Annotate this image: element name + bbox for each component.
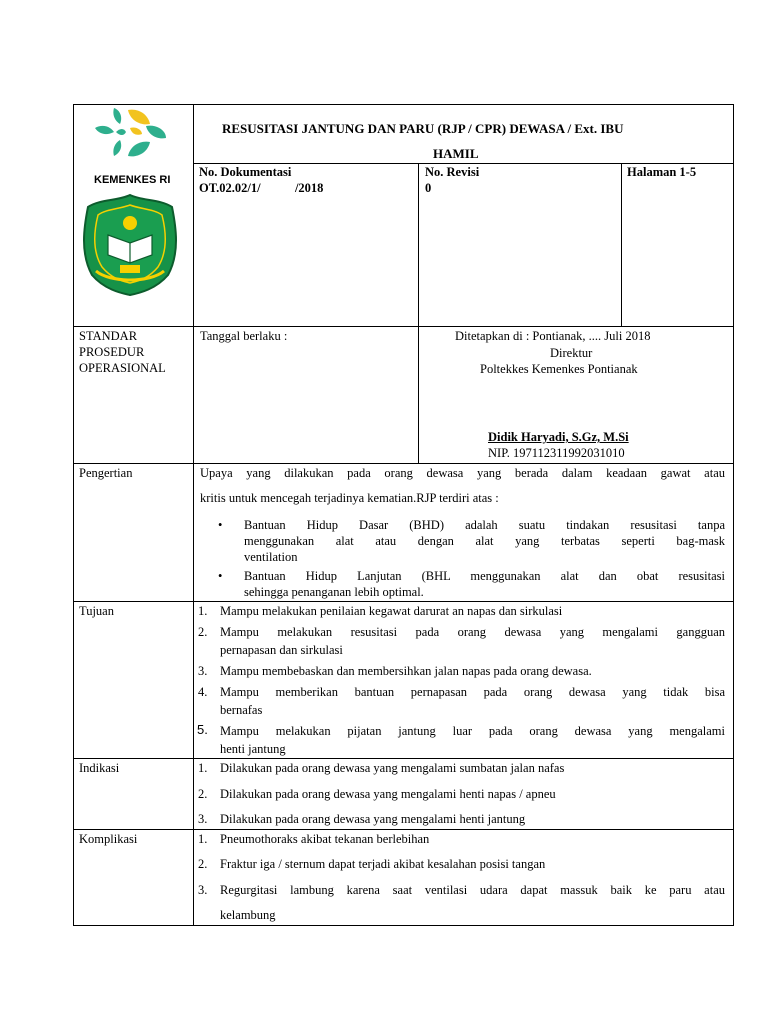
sop-label-line2: PROSEDUR (79, 345, 145, 359)
bhl-line2: sehingga penanganan lebih optimal. (244, 585, 424, 599)
revision-label: No. Revisi (425, 165, 480, 179)
pengertian-intro-line1: Upaya yang dilakukan pada orang dewasa yang berada dalam keadaan gawat atau (200, 466, 725, 480)
list-number: 2. (198, 787, 208, 801)
bhl-line1: Bantuan Hidup Lanjutan (BHL menggunakan alat dan obat resusitasi (244, 569, 725, 583)
list-number: 3. (198, 664, 208, 678)
institution-name: Poltekkes Kemenkes Pontianak (480, 362, 638, 376)
list-number: 1. (198, 832, 208, 846)
sop-label-line1: STANDAR (79, 329, 138, 343)
tujuan-item-3: Mampu membebaskan dan membersihkan jalan napas pada orang dewasa. (220, 664, 592, 678)
tujuan-item-4-line2: bernafas (220, 703, 263, 717)
page-label: Halaman 1-5 (627, 165, 697, 179)
bhd-line1: Bantuan Hidup Dasar (BHD) adalah suatu tindakan resusitasi tanpa (244, 518, 725, 532)
doc-number-label: No. Dokumentasi (199, 165, 292, 179)
komplikasi-item-3-line2: kelambung (220, 908, 276, 922)
tujuan-item-1: Mampu melakukan penilaian kegawat darurat an napas dan sirkulasi (220, 604, 563, 618)
indikasi-item-3: Dilakukan pada orang dewasa yang mengalami henti jantung (220, 812, 526, 826)
sop-label-line3: OPERASIONAL (79, 361, 166, 375)
bullet-icon: • (218, 518, 223, 532)
effective-date-label: Tanggal berlaku : (200, 329, 288, 343)
list-number: 4. (198, 685, 208, 699)
bhd-line2: menggunakan alat atau dengan alat yang terbatas seperti bag-mask (244, 534, 725, 548)
list-number: 1. (198, 604, 208, 618)
indikasi-item-1: Dilakukan pada orang dewasa yang mengalami sumbatan jalan nafas (220, 761, 565, 775)
tujuan-label: Tujuan (79, 604, 114, 618)
list-number: 3. (198, 812, 208, 826)
indikasi-label: Indikasi (79, 761, 120, 775)
list-number: 1. (198, 761, 208, 775)
list-number: 2. (198, 857, 208, 871)
tujuan-item-5-line1: Mampu melakukan pijatan jantung luar pada orang dewasa yang mengalami (220, 724, 725, 738)
bullet-icon: • (218, 569, 223, 583)
kemenkes-leaf-icon (90, 104, 170, 174)
doc-number-value: OT.02.02/1/ /2018 (199, 181, 324, 195)
sop-title-line1: RESUSITASI JANTUNG DAN PARU (RJP / CPR) DEWASA / Ext. IBU (222, 121, 624, 136)
tujuan-item-5-line2: henti jantung (220, 742, 286, 756)
director-title: Direktur (550, 346, 593, 360)
signer-name: Didik Haryadi, S.Gz, M.Si (488, 430, 629, 444)
tujuan-item-2-line2: pernapasan dan sirkulasi (220, 643, 343, 657)
emblem-icon (80, 193, 180, 297)
bhd-line3: ventilation (244, 550, 298, 564)
list-number: 3. (198, 883, 208, 897)
tujuan-item-4-line1: Mampu memberikan bantuan pernapasan pada orang dewasa yang tidak bisa (220, 685, 725, 699)
indikasi-item-2: Dilakukan pada orang dewasa yang mengalami henti napas / apneu (220, 787, 556, 801)
org-name: KEMENKES RI (94, 174, 171, 186)
list-number: 2. (198, 625, 208, 639)
kemenkes-logo (90, 104, 171, 186)
university-emblem (80, 193, 180, 297)
sop-title-line2: HAMIL (433, 146, 479, 161)
komplikasi-item-1: Pneumothoraks akibat tekanan berlebihan (220, 832, 430, 846)
pengertian-intro-line2: kritis untuk mencegah terjadinya kematian.RJP terdiri atas : (200, 491, 499, 505)
set-at-text: Ditetapkan di : Pontianak, .... Juli 2018 (455, 329, 651, 343)
komplikasi-item-2: Fraktur iga / sternum dapat terjadi akibat kesalahan posisi tangan (220, 857, 546, 871)
tujuan-item-2-line1: Mampu melakukan resusitasi pada orang dewasa yang mengalami gangguan (220, 625, 725, 639)
signer-nip: NIP. 197112311992031010 (488, 446, 625, 460)
komplikasi-item-3-line1: Regurgitasi lambung karena saat ventilasi udara dapat massuk baik ke paru atau (220, 883, 725, 897)
list-number: 5. (197, 722, 208, 737)
komplikasi-label: Komplikasi (79, 832, 138, 846)
revision-value: 0 (425, 181, 432, 195)
pengertian-label: Pengertian (79, 466, 133, 480)
